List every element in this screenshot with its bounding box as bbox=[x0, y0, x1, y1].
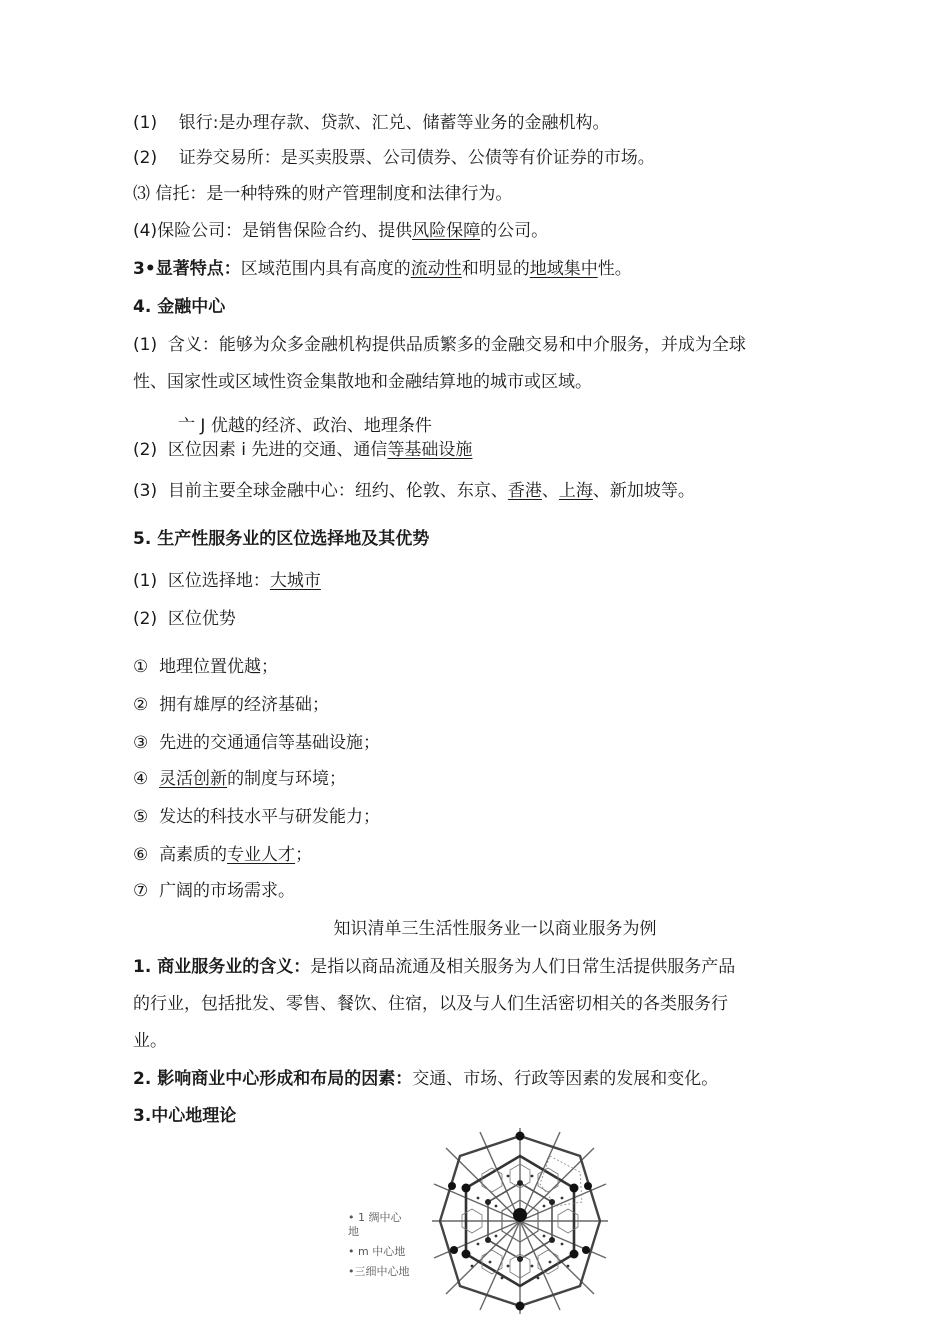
commerce-line3: 业。 bbox=[133, 1031, 167, 1051]
ps-item-text: ； bbox=[295, 845, 313, 865]
commerce-text1: 是指以商品流通及相关服务为人们日常生活提供服务产品 bbox=[310, 957, 736, 977]
feature-text-c: 性。 bbox=[597, 259, 632, 279]
commerce-line1 bbox=[133, 955, 735, 979]
fc-global-line bbox=[133, 479, 695, 503]
feature-text-a: 区域范围内具有高度的 bbox=[240, 259, 411, 279]
finance-center-heading: 4. 金融中心 bbox=[133, 297, 226, 317]
section-title: 知识清单三生活性服务业一以商业服务为例 bbox=[333, 919, 657, 939]
ps-advantage-item bbox=[133, 655, 278, 679]
feature-line bbox=[133, 257, 632, 281]
influence-text: 交通、市场、行政等因素的发展和变化。 bbox=[412, 1069, 719, 1089]
exchange-text: 证券交易所：是买卖股票、公司债券、公债等有价证券的市场。 bbox=[178, 148, 655, 168]
insurance-item bbox=[133, 219, 548, 243]
fc-global-hk: 香港 bbox=[507, 481, 542, 501]
commerce-label: 1. 商业服务业的含义： bbox=[133, 957, 311, 977]
trust-item bbox=[133, 182, 512, 206]
fc-global-sep: 、 bbox=[541, 481, 559, 501]
item-number: (2) bbox=[133, 440, 158, 460]
diagram-legend bbox=[348, 1208, 410, 1282]
fc-definition-line2: 性、国家性或区域性资金集散地和金融结算地的城市或区域。 bbox=[133, 372, 592, 392]
item-number: ⑥ bbox=[133, 845, 149, 865]
item-number: (1) bbox=[133, 335, 158, 355]
ps-advantage-item bbox=[133, 693, 329, 717]
ps-loc-text: 区位选择地： bbox=[167, 571, 270, 591]
item-number: ⑤ bbox=[133, 807, 149, 827]
legend-item-high-cont: 地 bbox=[348, 1225, 359, 1238]
item-number: ④ bbox=[133, 769, 149, 789]
item-number: ② bbox=[133, 695, 149, 715]
item-number: (2) bbox=[133, 609, 158, 629]
fc-global-sh: 上海 bbox=[558, 481, 593, 501]
fc-factor-line bbox=[133, 438, 472, 462]
feature-underline-2: 地域集中 bbox=[529, 259, 598, 279]
trust-text: 信托：是一种特殊的财产管理制度和法律行为。 bbox=[155, 184, 513, 204]
ps-item-text: 地理位置优越； bbox=[159, 657, 279, 677]
ps-item-text: 高素质的 bbox=[159, 845, 228, 865]
central-place-diagram bbox=[432, 1128, 608, 1314]
ps-advantage-line bbox=[133, 607, 236, 631]
item-number: (2) bbox=[133, 148, 158, 168]
ps-heading: 5. 生产性服务业的区位选择地及其优势 bbox=[133, 529, 430, 549]
theory-heading: 3.中心地理论 bbox=[133, 1106, 237, 1126]
influence-line bbox=[133, 1067, 718, 1091]
ps-item-text: 的制度与环境； bbox=[227, 769, 347, 789]
insurance-underline: 风险保障 bbox=[412, 221, 481, 241]
fc-global-end: 、新加坡等。 bbox=[592, 481, 695, 501]
exchange-item bbox=[133, 146, 655, 170]
legend-item-mid: • m 中心地 bbox=[348, 1245, 406, 1258]
item-number: ⑶ bbox=[133, 184, 150, 204]
ps-location-line bbox=[133, 569, 321, 593]
feature-underline-1: 流动性 bbox=[410, 259, 462, 279]
fc-factor-underline: 等基础设施 bbox=[387, 440, 473, 460]
fc-definition-line1 bbox=[133, 333, 746, 357]
influence-label: 2. 影响商业中心形成和布局的因素： bbox=[133, 1069, 413, 1089]
item-number: (1) bbox=[133, 571, 158, 591]
legend-item-high: • 1 绸中心 bbox=[348, 1211, 402, 1224]
legend-item-low: •三细中心地 bbox=[348, 1265, 410, 1278]
insurance-text-b: 的公司。 bbox=[480, 221, 549, 241]
insurance-text-a: 保险公司：是销售保险合约、提供 bbox=[157, 221, 413, 241]
ps-advantage-item bbox=[133, 879, 295, 903]
item-number: (3) bbox=[133, 481, 158, 501]
fc-global-text: 目前主要全球金融中心：纽约、伦敦、东京、 bbox=[167, 481, 508, 501]
fc-factor-top: 亠 J 优越的经济、政治、地理条件 bbox=[178, 416, 432, 436]
fc-def-text1: 含义：能够为众多金融机构提供品质繁多的金融交易和中介服务，并成为全球 bbox=[167, 335, 746, 355]
ps-item-text: 广阔的市场需求。 bbox=[159, 881, 296, 901]
ps-item-text: 先进的交通通信等基础设施； bbox=[159, 733, 381, 753]
feature-label: 3•显著特点： bbox=[133, 259, 241, 279]
feature-text-b: 和明显的 bbox=[461, 259, 530, 279]
item-number: ③ bbox=[133, 733, 149, 753]
ps-advantage-item bbox=[133, 731, 380, 755]
bank-item bbox=[133, 111, 609, 135]
item-number: (4) bbox=[133, 221, 158, 241]
commerce-line2: 的行业，包括批发、零售、餐饮、住宿，以及与人们生活密切相关的各类服务行 bbox=[133, 994, 728, 1014]
ps-item-underline: 专业人才 bbox=[227, 845, 296, 865]
fc-factor-text: 区位因素 i 先进的交通、通信 bbox=[167, 440, 388, 460]
ps-advantage-item bbox=[133, 805, 380, 829]
item-number: (1) bbox=[133, 113, 158, 133]
ps-item-text: 拥有雄厚的经济基础； bbox=[159, 695, 330, 715]
ps-advantage-item bbox=[133, 843, 312, 867]
ps-advantage-item bbox=[133, 767, 346, 791]
item-number: ① bbox=[133, 657, 149, 677]
ps-item-underline: 灵活创新 bbox=[159, 769, 228, 789]
item-number: ⑦ bbox=[133, 881, 149, 901]
ps-item-text: 发达的科技水平与研发能力； bbox=[159, 807, 381, 827]
ps-loc-underline: 大城市 bbox=[269, 571, 321, 591]
ps-adv-text: 区位优势 bbox=[167, 609, 236, 629]
bank-text: 银行:是办理存款、贷款、汇兑、储蓄等业务的金融机构。 bbox=[178, 113, 610, 133]
